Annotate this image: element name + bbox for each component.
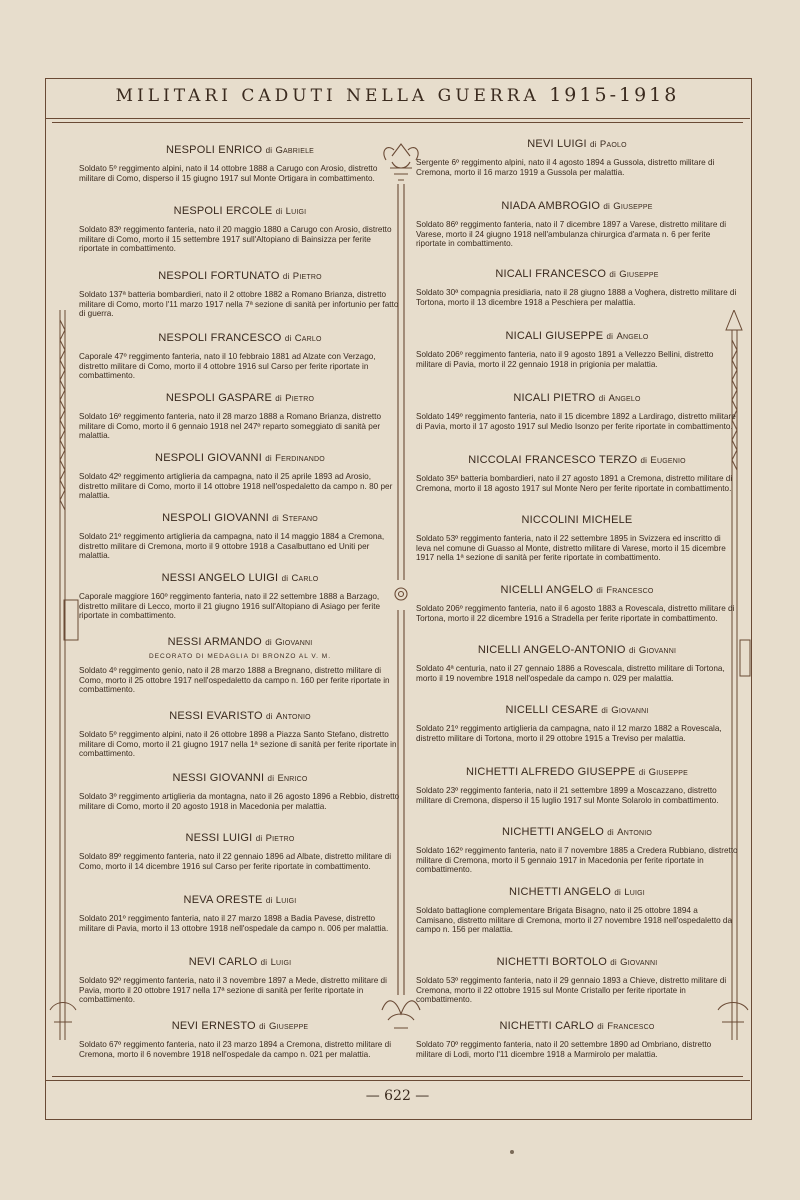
entry [412, 392, 742, 431]
entry [75, 636, 405, 695]
entry [412, 330, 742, 369]
entry [75, 956, 405, 1005]
entry-text: Soldato 4º reggimento genio, nato il 28 marzo 1888 a Bregnano, distretto militare di Como, morto il 25 ottobre 1917 nell'ospedaletto da campo n. 160 per ferite riportate in combattimento. [79, 666, 390, 695]
entry-name: NESSI ARMANDO di Giovanni [167, 636, 313, 648]
entry-text: Soldato 3º reggimento artiglieria da montagna, nato il 26 agosto 1896 a Rebbio, distretto militare di Como, morto il 20 agosto 1918 in Macedonia per malattia. [79, 792, 400, 811]
entry-text: Soldato battaglione complementare Brigata Bisagno, nato il 25 ottobre 1894 a Camisano, distretto militare di Cremona, morto il 27 novembre 1918 nell'ospedaletto da campo n. 156 per malattia. [416, 906, 733, 935]
header-title: MILITARI CADUTI NELLA GUERRA [115, 86, 540, 106]
entry-text: Soldato 5º reggimento alpini, nato il 26 ottobre 1898 a Piazza Santo Stefano, distretto militare di Como, morto il 21 giugno 1917 nella 1ª sezione di sanità per ferite riportate in combattimento. [79, 730, 397, 759]
entry-name: NICCOLINI MICHELE [521, 514, 633, 526]
entry-text: Soldato 53º reggimento fanteria, nato il 29 gennaio 1893 a Chieve, distretto militare di Cremona, morto il 22 ottobre 1915 sul Monte Cristallo per ferite riportate in combattimento. [416, 976, 727, 1005]
entry-name: NICALI GIUSEPPE di Angelo [505, 330, 649, 342]
entry [412, 644, 742, 683]
entry-name: NESPOLI GASPARE di Pietro [165, 392, 315, 404]
entry-text: Soldato 42º reggimento artiglieria da campagna, nato il 25 aprile 1893 ad Arosio, distretto militare di Como, morto il 14 ottobre 1918 nell'ospedaletto da campo n. 80 per malattia. [79, 472, 393, 501]
entry [75, 772, 405, 811]
entry [412, 826, 742, 875]
entry-text: Soldato 149º reggimento fanteria, nato il 15 dicembre 1892 a Lardirago, distretto militare di Pavia, morto il 17 agosto 1917 sul Medio Isonzo per ferite riportate in combattimento. [416, 412, 736, 431]
footer-rule-inner [52, 1076, 743, 1077]
entry [75, 144, 405, 183]
entry-name: NEVI CARLO di Luigi [188, 956, 292, 968]
entry-name: NESPOLI ERCOLE di Luigi [173, 205, 307, 217]
entry [412, 454, 742, 493]
entry-text: Soldato 83º reggimento fanteria, nato il 20 maggio 1880 a Carugo con Arosio, distretto militare di Como, morto il 15 settembre 1917 sull'Altopiano di Bainsizza per ferite riportate in combattimento. [79, 225, 392, 254]
entry [412, 584, 742, 623]
entry [412, 138, 742, 177]
entry-text: Sergente 6º reggimento alpini, nato il 4 agosto 1894 a Gussola, distretto militare di Cremona, morto il 16 marzo 1919 a Gussola per malattia. [416, 158, 715, 177]
entry [75, 512, 405, 561]
entry [412, 268, 742, 307]
entry-name: NESPOLI FORTUNATO di Pietro [158, 270, 322, 282]
paper-speck [510, 1150, 514, 1154]
entry-text: Caporale 47º reggimento fanteria, nato il 10 febbraio 1881 ad Alzate con Verzago, distretto militare di Como, morto il 4 ottobre 1916 sul Carso per ferite riportate in combattimento. [79, 352, 376, 381]
entry [412, 704, 742, 743]
entry [412, 1020, 742, 1059]
entry [412, 514, 742, 563]
entry-text: Soldato 21º reggimento artiglieria da campagna, nato il 12 marzo 1882 a Rovescala, distretto militare di Tortona, morto il 29 ottobre 1915 a Treviso per malattia. [416, 724, 722, 743]
entry-name: NICELLI ANGELO-ANTONIO di Giovanni [477, 644, 677, 656]
entry-name: NESPOLI ENRICO di Gabriele [165, 144, 315, 156]
entry-text: Soldato 5º reggimento alpini, nato il 14 ottobre 1888 a Carugo con Arosio, distretto militare di Como, disperso il 15 giugno 1917 sul Monte Ortigara in combattimento. [79, 164, 378, 183]
header-rule [45, 118, 750, 119]
entry [75, 572, 405, 621]
entry-name: NEVA ORESTE di Luigi [183, 894, 297, 906]
entry-text: Soldato 201º reggimento fanteria, nato il 27 marzo 1898 a Badia Pavese, distretto militare di Pavia, morto il 13 ottobre 1918 nell'ospedale da campo n. 006 per malattia. [79, 914, 389, 933]
entry [412, 766, 742, 805]
entry-name: NICHETTI ANGELO di Antonio [501, 826, 653, 838]
footer-rule [45, 1080, 750, 1081]
entry-name: NESSI LUIGI di Pietro [185, 832, 295, 844]
entry-text: Soldato 35ª batteria bombardieri, nato il 27 agosto 1891 a Cremona, distretto militare di Cremona, morto il 18 agosto 1917 sul Monte Nero per ferite riportate in combattimento. [416, 474, 733, 493]
entry-text: Soldato 53º reggimento fanteria, nato il 22 settembre 1895 in Svizzera ed inscritto di leva nel comune di Guasso al Monte, distretto militare di Varese, morto il 15 dicembre 1917 nella 1ª sezione di sanità per ferite riportate in combattimento. [416, 534, 726, 563]
entry [75, 332, 405, 381]
entry [75, 452, 405, 501]
entry-text: Soldato 89º reggimento fanteria, nato il 22 gennaio 1896 ad Albate, distretto militare di Como, morto il 14 dicembre 1916 sul Carso per ferite riportate in combattimento. [79, 852, 392, 871]
entry-text: Soldato 162º reggimento fanteria, nato il 7 novembre 1885 a Credera Rubbiano, distretto militare di Cremona, morto il 5 gennaio 1917 in Macedonia per ferite riportate in combattimento. [416, 846, 738, 875]
entry [75, 270, 405, 319]
entry [75, 205, 405, 254]
entry-name: NICELLI ANGELO di Francesco [500, 584, 654, 596]
entry-text: Soldato 4ª centuria, nato il 27 gennaio 1886 a Rovescala, distretto militare di Tortona, morto il 19 novembre 1918 nell'ospedale da campo n. 029 per malattia. [416, 664, 725, 683]
header-years: 1915-1918 [549, 84, 680, 106]
entry-text: Soldato 21º reggimento artiglieria da campagna, nato il 14 maggio 1884 a Cremona, distretto militare di Cremona, morto il 9 ottobre 1918 a Casalbuttano ed Uniti per malattia. [79, 532, 385, 561]
entry-text: Soldato 70º reggimento fanteria, nato il 20 settembre 1890 ad Ombriano, distretto militare di Lodi, morto l'11 dicembre 1918 a Marmirolo per malattia. [416, 1040, 712, 1059]
entry-name: NICALI PIETRO di Angelo [513, 392, 641, 404]
entry-text: Soldato 30ª compagnia presidiaria, nato il 28 giugno 1888 a Voghera, distretto militare di Tortona, morto il 13 dicembre 1918 a Peschiera per malattia. [416, 288, 737, 307]
entry-text: Soldato 23º reggimento fanteria, nato il 21 settembre 1899 a Moscazzano, distretto militare di Cremona, disperso il 15 luglio 1917 sul Monte Solarolo in combattimento. [416, 786, 719, 805]
entry-text: Soldato 206º reggimento fanteria, nato il 6 agosto 1883 a Rovescala, distretto militare di Tortona, morto il 22 dicembre 1916 a Stradella per ferite riportate in combattimento. [416, 604, 735, 623]
decoration-note: DECORATO DI MEDAGLIA DI BRONZO AL V. M. [148, 653, 332, 660]
entry-name: NESPOLI FRANCESCO di Carlo [158, 332, 322, 344]
entry-name: NICALI FRANCESCO di Giuseppe [495, 268, 659, 280]
entry [75, 832, 405, 871]
entry-name: NICHETTI ANGELO di Luigi [509, 886, 645, 898]
entry-name: NICHETTI ALFREDO GIUSEPPE di Giuseppe [466, 766, 688, 778]
entry-name: NICHETTI BORTOLO di Giovanni [496, 956, 658, 968]
entry-name: NESPOLI GIOVANNI di Stefano [162, 512, 318, 524]
entry-name: NEVI ERNESTO di Giuseppe [171, 1020, 309, 1032]
entry-text: Soldato 92º reggimento fanteria, nato il 3 novembre 1897 a Mede, distretto militare di Pavia, morto il 20 ottobre 1917 nella 17ª sezione di sanità per ferite riportate in combattimento. [79, 976, 387, 1005]
entry-name: NESSI ANGELO LUIGI di Carlo [161, 572, 319, 584]
entry [75, 894, 405, 933]
entry [75, 1020, 405, 1059]
entry-name: NICELLI CESARE di Giovanni [505, 704, 649, 716]
entry-name: NESSI EVARISTO di Antonio [169, 710, 311, 722]
entry-name: NICHETTI CARLO di Francesco [499, 1020, 655, 1032]
entry-name: NIADA AMBROGIO di Giuseppe [501, 200, 653, 212]
entry [412, 886, 742, 935]
entry-name: NESPOLI GIOVANNI di Ferdinando [155, 452, 325, 464]
entry-text: Soldato 86º reggimento fanteria, nato il 7 dicembre 1897 a Varese, distretto militare di Varese, morto il 24 giugno 1918 nell'ambulanza chirurgica d'armata n. 6 per ferite riportate in combattimento. [416, 220, 727, 249]
entry [75, 392, 405, 441]
entry-text: Caporale maggiore 160º reggimento fanteria, nato il 22 settembre 1888 a Barzago, distretto militare di Lecco, morto il 21 giugno 1916 sull'Altopiano di Asiago per ferite riportate in combattimento. [79, 592, 381, 621]
entry-text: Soldato 67º reggimento fanteria, nato il 23 marzo 1894 a Cremona, distretto militare di Cremona, morto il 6 novembre 1918 nell'ospedale da campo n. 021 per malattia. [79, 1040, 392, 1059]
page-number: — 622 — [365, 1088, 430, 1104]
entry-name: NICCOLAI FRANCESCO TERZO di Eugenio [468, 454, 686, 466]
entry-text: Soldato 137ª batteria bombardieri, nato il 2 ottobre 1882 a Romano Brianza, distretto militare di Como, morto l'11 marzo 1917 nella 7ª sezione di sanità per infortunio per fatto di guerra. [79, 290, 399, 319]
page-header [45, 84, 750, 106]
entry [412, 956, 742, 1005]
header-rule-inner [52, 122, 743, 123]
entry-text: Soldato 206º reggimento fanteria, nato il 9 agosto 1891 a Vellezzo Bellini, distretto militare di Pavia, morto il 22 gennaio 1918 in prigionia per malattia. [416, 350, 714, 369]
entry [75, 710, 405, 759]
entry [412, 200, 742, 249]
entry-name: NESSI GIOVANNI di Enrico [172, 772, 308, 784]
entry-name: NEVI LUIGI di Paolo [527, 138, 627, 150]
entry-text: Soldato 16º reggimento fanteria, nato il 28 marzo 1888 a Romano Brianza, distretto militare di Como, morto il 6 gennaio 1918 nel 247º reparto someggiato di sanità per malattia. [79, 412, 382, 441]
